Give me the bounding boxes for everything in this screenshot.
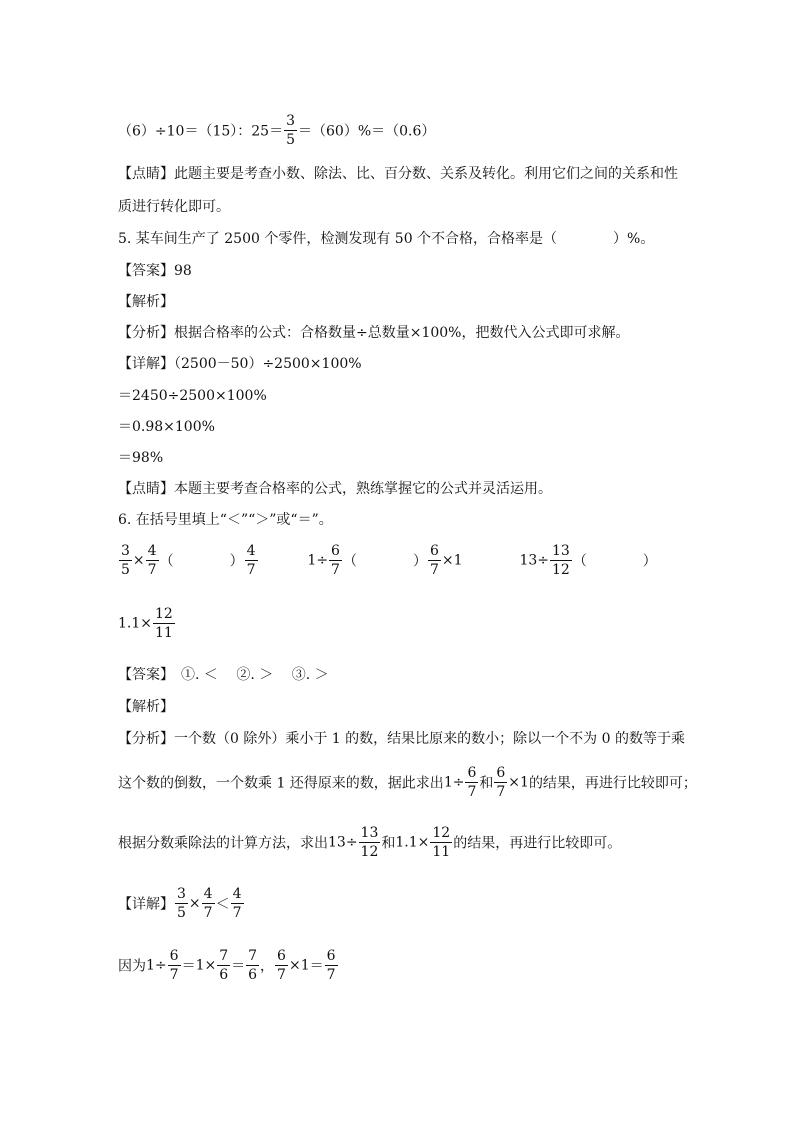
- fraction: $\frac{7}{6}$: [219, 948, 229, 983]
- q5-answer: 【答案】98: [118, 263, 192, 279]
- q5-detail-1: 【详解】（2500－50）÷2500×100%: [118, 356, 362, 372]
- fraction: $\frac{6}{7}$: [277, 948, 286, 983]
- q6-answer: 【答案】 ①. ＜ ②. ＞ ③. ＞: [118, 667, 329, 683]
- q5-detail-2: ＝2450÷2500×100%: [118, 388, 267, 404]
- comment-line-1: 【点睛】此题主要是考查小数、除法、比、百分数、关系及转化。利用它们之间的关系和性: [118, 166, 678, 182]
- fraction: $\frac{12}{11}$: [432, 825, 451, 860]
- fraction: $\frac{4}{7}$: [232, 886, 242, 921]
- fraction: $\frac{12}{11}$: [155, 606, 173, 641]
- comment-line-2: 质进行转化即可。: [118, 199, 230, 215]
- q6-analysis-2: 这个数的倒数，一个数乘 1 还得原来的数，据此求出1÷ $\frac{6}{7}$ 和 $\frac{6}{7}$ ×1的结果，再进行比较即可；: [118, 765, 697, 800]
- fraction: $\frac{7}{6}$: [248, 948, 258, 983]
- q6-detail-2: 因为1÷ $\frac{6}{7}$ ＝1× $\frac{7}{6}$ ＝ $\frac{7}{6}$ ， $\frac{6}{7}$ ×1＝ $\frac{6}{7}$: [118, 948, 336, 983]
- blank-paren-1[interactable]: （ ）: [159, 553, 244, 570]
- q6-analysis-1: 【分析】一个数（0 除外）乘小于 1 的数，结果比原来的数小；除以一个不为 0 的数等于乘: [118, 731, 685, 747]
- q6-analysis-3: 根据分数乘除法的计算方法，求出13÷ $\frac{13}{12}$ 和1.1× $\frac{12}{11}$ 的结果，再进行比较即可。: [118, 825, 622, 860]
- question-5: 5. 某车间生产了 2500 个零件，检测发现有 50 个不合格，合格率是（ ）%。: [118, 231, 655, 247]
- fraction: $\frac{3}{5}$: [121, 543, 130, 578]
- q5-detail-4: ＝98%: [118, 450, 164, 466]
- fraction: $\frac{6}{7}$: [169, 948, 179, 983]
- fraction: $\frac{3}{5}$: [177, 886, 186, 921]
- fraction-3-5: $\frac{3}{5}$: [286, 113, 296, 148]
- blank-paren-3[interactable]: （ ）: [572, 553, 657, 570]
- fraction: $\frac{13}{12}$: [551, 543, 570, 578]
- fraction: $\frac{6}{7}$: [496, 765, 506, 800]
- q6-detail-1: 【详解】 $\frac{3}{5}$ × $\frac{4}{7}$ ＜ $\frac{4}{7}$: [118, 886, 242, 921]
- fraction: $\frac{4}{7}$: [147, 543, 157, 578]
- q5-analysis-title: 【解析】: [118, 294, 174, 310]
- q6-analysis-title: 【解析】: [118, 699, 174, 715]
- q5-detail-3: ＝0.98×100%: [118, 419, 215, 435]
- blank-paren-2[interactable]: （ ）: [342, 553, 427, 570]
- fraction: $\frac{13}{12}$: [360, 825, 379, 860]
- q6-expression-4: 1.1× $\frac{12}{11}$: [118, 606, 173, 641]
- q5-comment: 【点睛】本题主要考查合格率的公式，熟练掌握它的公式并灵活运用。: [118, 481, 552, 497]
- fraction: $\frac{4}{7}$: [203, 886, 213, 921]
- fraction: $\frac{6}{7}$: [467, 765, 477, 800]
- question-6: 6. 在括号里填上“＜”“＞”或“＝”。: [118, 512, 333, 528]
- fraction: $\frac{6}{7}$: [429, 543, 439, 578]
- ratio-equation-line: （6）÷10＝（15）：25＝ $\frac{3}{5}$ ＝（60）%＝（0.6）: [118, 113, 436, 148]
- q5-analysis: 【分析】根据合格率的公式：合格数量÷总数量×100%，把数代入公式即可求解。: [118, 325, 630, 341]
- fraction: $\frac{4}{7}$: [246, 543, 256, 578]
- fraction: $\frac{6}{7}$: [326, 948, 336, 983]
- q6-expressions-row: $\frac{3}{5}$ × $\frac{4}{7}$ （ ） $\frac{4}{7}$ 1÷ $\frac{6}{7}$ （ ） $\frac{6}{7}$ ×1 13÷ $\frac{13}{12}$ （ ）: [121, 543, 657, 578]
- fraction: $\frac{6}{7}$: [331, 543, 340, 578]
